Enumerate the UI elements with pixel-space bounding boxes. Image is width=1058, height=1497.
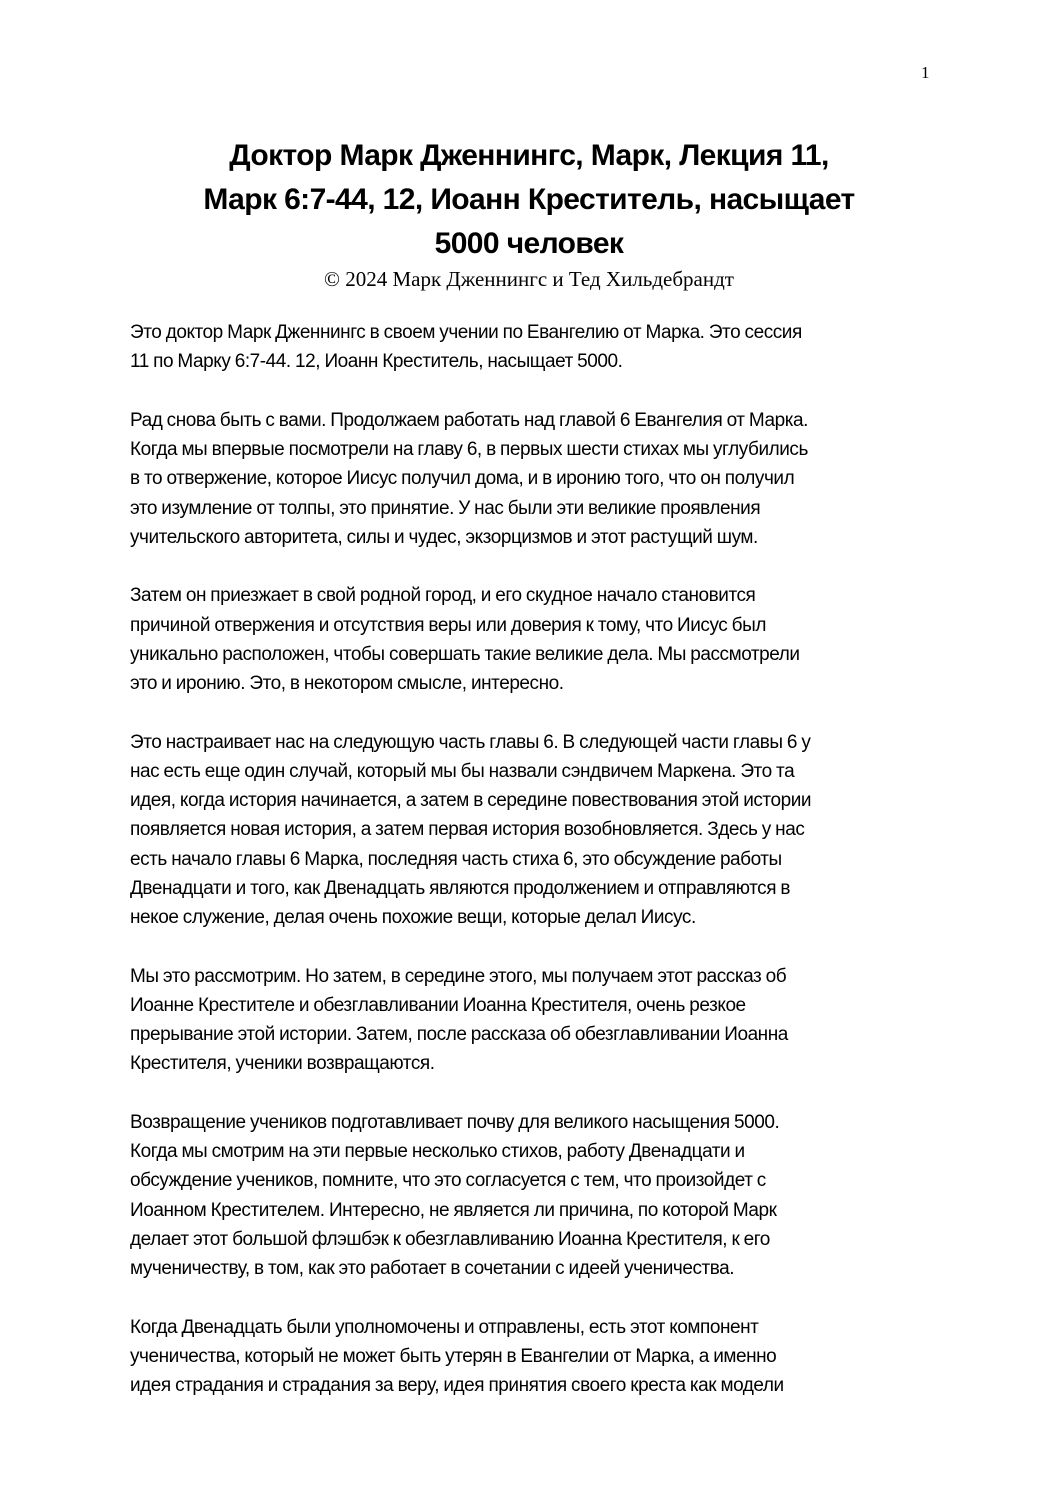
text-line: обсуждение учеников, помните, что это согласуется с тем, что произойдет с xyxy=(130,1170,766,1192)
text-line: Это доктор Марк Дженнингс в своем учении по Евангелию от Марка. Это сессия xyxy=(130,322,802,343)
text-line: это изумление от толпы, это принятие. У нас были эти великие проявления xyxy=(130,497,761,519)
text-line: учительского авторитета, силы и чудес, экзорцизмов и этот растущий шум. xyxy=(130,526,758,548)
text-line: Затем он приезжает в свой родной город, и его скудное начало становится xyxy=(130,585,756,607)
paragraph xyxy=(130,581,950,698)
page-number: 1 xyxy=(921,63,930,82)
text-line: нас есть еще один случай, который мы бы назвали сэндвичем Маркена. Это та xyxy=(130,760,795,782)
text-line: идея, когда история начинается, а затем в середине повествования этой истории xyxy=(130,790,812,812)
text-line: Крестителя, ученики возвращаются. xyxy=(130,1053,435,1075)
text-line: прерывание этой истории. Затем, после рассказа об обезглавливании Иоанна xyxy=(130,1024,788,1046)
text-line: Когда мы впервые посмотрели на главу 6, в первых шести стихах мы углубились xyxy=(130,439,808,461)
paragraph xyxy=(130,1313,950,1401)
paragraph xyxy=(130,728,950,932)
text-line: Когда Двенадцать были уполномочены и отправлены, есть этот компонент xyxy=(130,1316,759,1338)
text-line: некое служение, делая очень похожие вещи, которые делал Иисус. xyxy=(130,906,696,928)
text-line: это и иронию. Это, в некотором смысле, интересно. xyxy=(130,673,564,695)
paragraph xyxy=(130,962,950,1079)
text-line: уникально расположен, чтобы совершать такие великие дела. Мы рассмотрели xyxy=(130,643,800,665)
text-line: мученичеству, в том, как это работает в сочетании с идеей ученичества. xyxy=(130,1257,735,1279)
title-line: Марк 6:7-44, 12, Иоанн Креститель, насыщает xyxy=(203,183,855,216)
text-line: Двенадцати и того, как Двенадцать являются продолжением и отправляются в xyxy=(130,877,791,899)
text-line: 11 по Марку 6:7-44. 12, Иоанн Креститель, насыщает 5000. xyxy=(130,351,623,373)
text-line: Иоанном Крестителем. Интересно, не является ли причина, по которой Марк xyxy=(130,1199,777,1221)
paragraph xyxy=(130,1108,950,1283)
text-line: появляется новая история, а затем первая история возобновляется. Здесь у нас xyxy=(130,819,805,841)
text-line: есть начало главы 6 Марка, последняя часть стиха 6, это обсуждение работы xyxy=(130,848,782,870)
text-line: в то отвержение, которое Иисус получил дома, и в иронию того, что он получил xyxy=(130,468,795,490)
text-line: причиной отвержения и отсутствия веры или доверия к тому, что Иисус был xyxy=(130,614,766,636)
copyright-notice: © 2024 Марк Дженнингс и Тед Хильдебрандт xyxy=(324,267,734,291)
text-line: Иоанне Крестителе и обезглавливании Иоанна Крестителя, очень резкое xyxy=(130,994,746,1016)
title-line: Доктор Марк Дженнингс, Марк, Лекция 11, xyxy=(229,139,829,172)
title-line: 5000 человек xyxy=(434,227,624,260)
text-line: Рад снова быть с вами. Продолжаем работать над главой 6 Евангелия от Марка. xyxy=(130,409,808,431)
text-line: ученичества, который не может быть утерян в Евангелии от Марка, а именно xyxy=(130,1345,777,1367)
document-body xyxy=(130,318,950,1430)
text-line: Мы это рассмотрим. Но затем, в середине этого, мы получаем этот рассказ об xyxy=(130,965,787,987)
paragraph xyxy=(130,406,950,552)
text-line: Когда мы смотрим на эти первые несколько стихов, работу Двенадцати и xyxy=(130,1141,745,1163)
text-line: Возвращение учеников подготавливает почву для великого насыщения 5000. xyxy=(130,1111,780,1133)
text-line: идея страдания и страдания за веру, идея принятия своего креста как модели xyxy=(130,1375,784,1397)
text-line: Это настраивает нас на следующую часть главы 6. В следующей части главы 6 у xyxy=(130,731,811,753)
document-title xyxy=(0,134,1058,266)
paragraph xyxy=(130,318,950,376)
text-line: делает этот большой флэшбэк к обезглавливанию Иоанна Крестителя, к его xyxy=(130,1228,770,1250)
